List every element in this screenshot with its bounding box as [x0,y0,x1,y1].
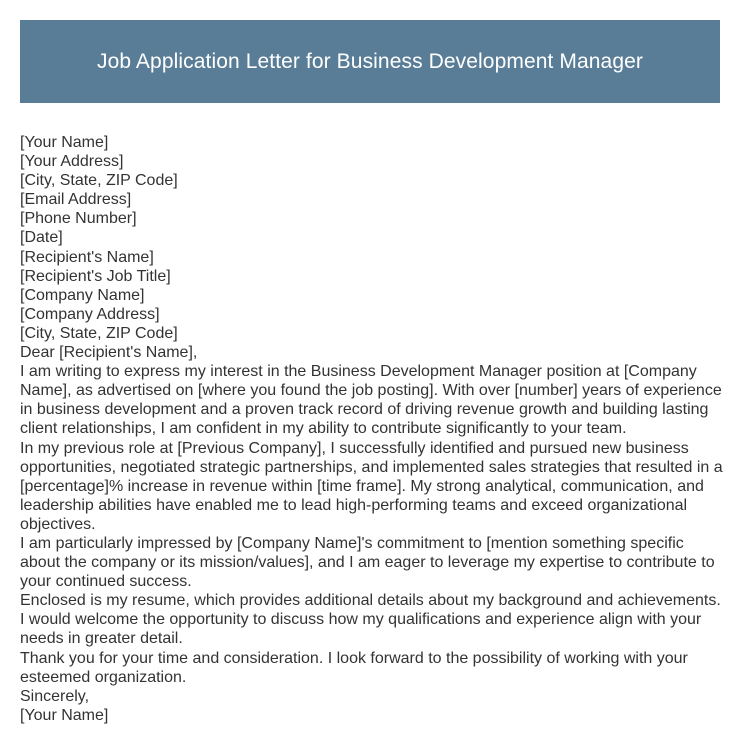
signature: [Your Name] [20,706,109,724]
paragraph-thanks: Thank you for your time and consideration. I look forward to the possibility of working with your esteemed organization. [20,649,688,686]
paragraph-experience: In my previous role at [Previous Company], I successfully identified and pursued new business opportunities, negotiated strategic partnerships, and implemented sales strategies that resulted in a [percentage]% increase in revenue within [time frame]. My strong analytical, communication, and leadership abilities have enabled me to lead high-performing teams and exceed organizational objectives. [20,439,723,533]
letter-body [20,133,724,725]
sender-email: [Email Address] [20,191,132,209]
recipient-city-state-zip: [City, State, ZIP Code] [20,324,178,342]
recipient-company-address: [Company Address] [20,305,160,323]
letter-date: [Date] [20,229,63,247]
recipient-job-title: [Recipient's Job Title] [20,267,171,285]
recipient-company: [Company Name] [20,286,145,304]
sender-city-state-zip: [City, State, ZIP Code] [20,172,178,190]
paragraph-intro: I am writing to express my interest in the Business Development Manager position at [Company Name], as advertised on [where you found the job posting]. With over [number] years of experience in business development and a proven track record of driving revenue growth and building lasting client relationships, I am confident in my ability to contribute significantly to your team. [20,363,722,438]
sender-address: [Your Address] [20,153,124,171]
recipient-name: [Recipient's Name] [20,248,154,266]
title-banner [20,20,720,103]
sender-name: [Your Name] [20,134,109,151]
page-title: Job Application Letter for Business Development Manager [97,49,643,73]
sender-phone: [Phone Number] [20,210,137,228]
paragraph-company-interest: I am particularly impressed by [Company Name]'s commitment to [mention something specific about the company or its mission/values], and I am eager to leverage my expertise to contribute to your continued success. [20,534,715,591]
closing: Sincerely, [20,687,90,705]
salutation: Dear [Recipient's Name], [20,344,198,362]
paragraph-enclosure: Enclosed is my resume, which provides additional details about my background and achievements. I would welcome the opportunity to discuss how my qualifications and experience align with your needs in greater detail. [20,592,721,648]
